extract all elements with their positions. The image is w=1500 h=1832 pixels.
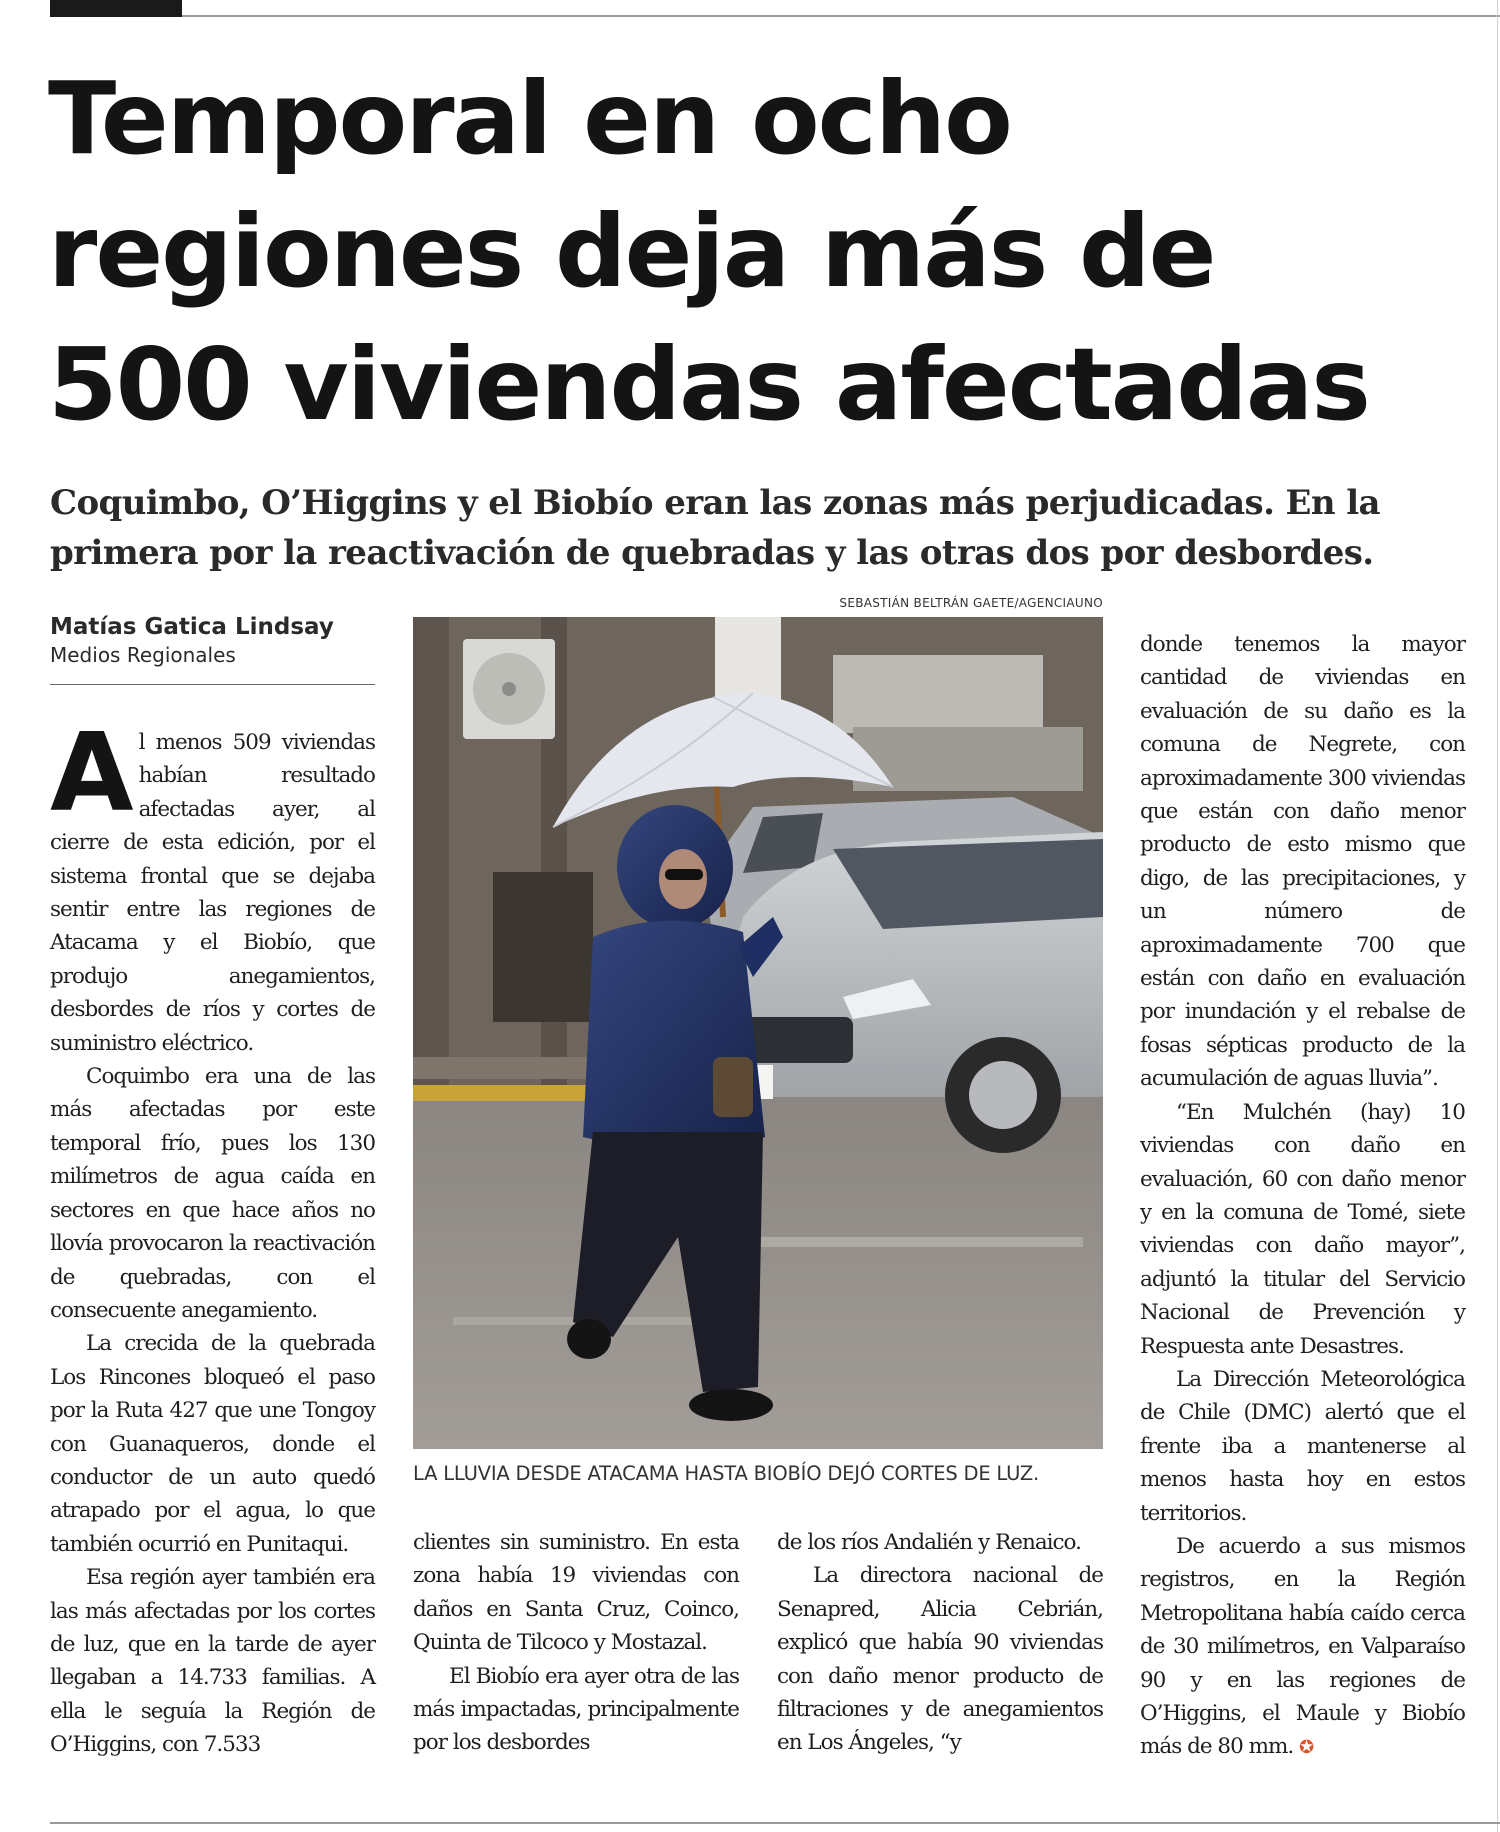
headline — [48, 52, 1468, 451]
article-column-4 — [1140, 628, 1465, 1765]
article-column-1 — [50, 711, 375, 1762]
paragraph: clientes sin suministro. En esta zona había 19 viviendas con daños en Santa Cruz, Coinco, Quinta de Tilcoco y Mostazal. — [413, 1530, 739, 1656]
photo-illustration — [413, 617, 1103, 1449]
paragraph: El Biobío era ayer otra de las más impactadas, principalmente por los desbordes — [413, 1663, 739, 1756]
news-photo — [413, 617, 1103, 1449]
end-mark-icon: ✪ — [1299, 1737, 1314, 1759]
byline-outlet: Medios Regionales — [50, 643, 236, 667]
top-rule — [182, 15, 1500, 17]
section-tab-bar — [50, 0, 182, 17]
byline — [50, 612, 375, 685]
subhead-line: primera por la reactivación de quebradas y las otras dos por desbordes. — [50, 533, 1374, 573]
paragraph: donde tenemos la mayor cantidad de viviendas en evaluación de su daño es la comuna de Negrete, con aproximadamente 300 viviendas que están con daño menor producto de esto mismo que digo, de las precipitaciones, y un número de aproximadamente 700 que están con daño en evaluación por inundación y el rebalse de fosas sépticas producto de la acumulación de aguas lluvia”. — [1140, 632, 1465, 1092]
paragraph: La crecida de la quebrada Los Rincones bloqueó el paso por la Ruta 427 que une Tongoy con Guanaqueros, donde el conductor de un auto quedó atrapado por el agua, lo que también ocurrió en Punitaqui. — [50, 1331, 375, 1557]
article-column-2 — [413, 1526, 739, 1760]
paragraph-text: l menos 509 viviendas habían resultado afectadas ayer, al cierre de esta edición, por el sistema frontal que se dejaba sentir entre las regiones de Atacama y el Biobío, que produjo anegamientos, desbordes de ríos y cortes de suministro eléctrico. — [50, 730, 375, 1056]
paragraph: de los ríos Andalién y Renaico. — [777, 1530, 1081, 1555]
page-edge-rule — [1497, 0, 1498, 1832]
ac-fan-hub — [502, 682, 516, 696]
drop-cap: A — [50, 711, 133, 836]
byline-author: Matías Gatica Lindsay — [50, 614, 334, 640]
photo-caption: LA LLUVIA DESDE ATACAMA HASTA BIOBÍO DEJÓ CORTES DE LUZ. — [413, 1462, 1040, 1485]
headline-line: regiones deja más de — [48, 193, 1215, 310]
car-rim — [969, 1061, 1037, 1129]
photo-credit: SEBASTIÁN BELTRÁN GAETE/AGENCIAUNO — [839, 596, 1103, 610]
article-column-3 — [777, 1526, 1103, 1760]
building-window — [493, 872, 593, 1022]
paragraph: La Dirección Meteorológica de Chile (DMC) alertó que el frente iba a mantenerse al menos hasta hoy en estos territorios. — [1140, 1366, 1465, 1526]
person-sunglasses — [665, 869, 703, 880]
paragraph: Coquimbo era una de las más afectadas por este temporal frío, pues los 130 milímetros de agua caída en sectores en que hace años no llovía provocaron la reactivación de quebradas, con el consecuente anegamiento. — [50, 1064, 375, 1323]
paragraph: “En Mulchén (hay) 10 viviendas con daño en evaluación, 60 con daño menor y en la comuna de Tomé, siete viviendas con daño mayor”, adjuntó la titular del Servicio Nacional de Prevención y Respuesta ante Desastres. — [1140, 1099, 1465, 1359]
person-shoe — [689, 1389, 773, 1421]
paragraph — [1140, 1530, 1465, 1765]
bottom-rule — [50, 1822, 1500, 1824]
person-handbag — [713, 1057, 753, 1117]
lead-paragraph — [50, 711, 375, 1060]
paragraph: La directora nacional de Senapred, Alicia Cebrián, explicó que había 90 viviendas con daño menor producto de filtraciones y de anegamientos en Los Ángeles, “y — [777, 1563, 1103, 1756]
paragraph: Esa región ayer también era las más afectadas por los cortes de luz, que en la tarde de ayer llegaban a 14.733 familias. A ella le seguía la Región de O’Higgins, con 7.533 — [50, 1565, 375, 1758]
paragraph-text: De acuerdo a sus mismos registros, en la Región Metropolitana había caído cerca de 30 milímetros, en Valparaíso 90 y en las regiones de O’Higgins, el Maule y Biobío más de 80 mm. — [1140, 1533, 1465, 1760]
person-shoe — [567, 1319, 611, 1359]
subhead-line: Coquimbo, O’Higgins y el Biobío eran las zonas más perjudicadas. En la — [50, 483, 1380, 523]
headline-line: 500 viviendas afectadas — [48, 326, 1369, 443]
rooftop-equipment — [833, 655, 1043, 733]
headline-line: Temporal en ocho — [48, 60, 1011, 177]
subheadline — [50, 478, 1470, 578]
puddle-reflection — [753, 1237, 1083, 1247]
